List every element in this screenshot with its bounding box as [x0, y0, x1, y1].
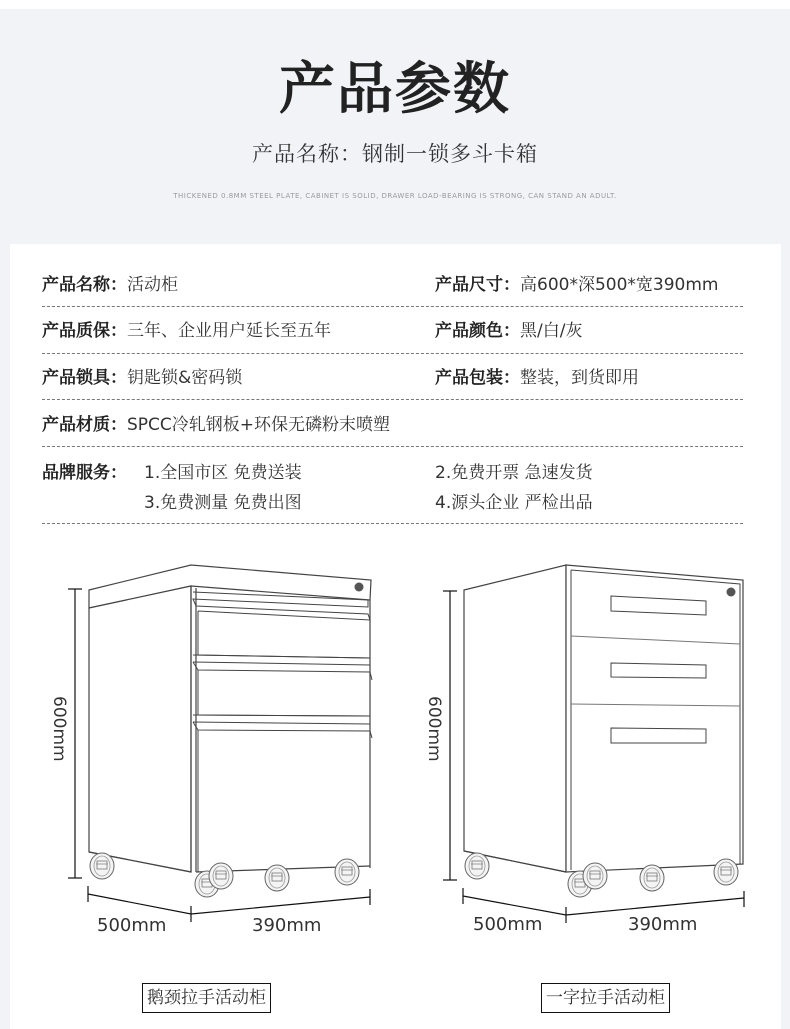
service-label: [42, 461, 127, 485]
service-item: 1.全国市区 免费送装: [144, 463, 302, 483]
spec-value: 钥匙锁&密码锁: [127, 368, 243, 388]
spec-label: 产品锁具：: [42, 368, 127, 388]
straight-handle-cabinet-caption: 一字拉手活动柜: [541, 983, 670, 1013]
spec-label: 产品包装：: [435, 368, 520, 388]
spec-value: 活动柜: [127, 275, 178, 295]
service-item: 4.源头企业 严检出品: [435, 493, 593, 513]
spec-row: [42, 400, 743, 447]
spec-value: 整装，到货即用: [520, 368, 639, 388]
spec-label: 产品颜色：: [435, 321, 520, 341]
spec-color: [435, 319, 582, 343]
spec-row: [42, 354, 743, 400]
right-width-label: 390mm: [628, 914, 698, 935]
spec-value: 黑/白/灰: [520, 321, 583, 341]
product-subtitle: 产品名称：钢制一锁多斗卡箱: [252, 142, 538, 166]
spec-row: [42, 307, 743, 354]
service-item: 3.免费测量 免费出图: [144, 493, 302, 513]
spec-label: 产品名称：: [42, 275, 127, 295]
left-height-label: 600mm: [49, 696, 69, 762]
spec-card: [10, 244, 781, 1029]
right-height-label: 600mm: [424, 696, 444, 762]
spec-name: [42, 273, 178, 297]
service-item: 2.免费开票 急速发货: [435, 463, 593, 483]
left-depth-label: 500mm: [97, 915, 167, 936]
spec-value: 三年、企业用户延长至五年: [127, 321, 331, 341]
spec-value: SPCC冷轧钢板+环保无磷粉末喷塑: [127, 415, 391, 435]
spec-size: [435, 273, 718, 297]
spec-lock: [42, 366, 242, 390]
spec-label: 产品质保：: [42, 321, 127, 341]
spec-row: [42, 264, 743, 307]
right-depth-label: 500mm: [473, 914, 543, 935]
spec-warranty: [42, 319, 331, 343]
spec-package: [435, 366, 639, 390]
tagline: THICKENED 0.8MM STEEL PLATE, CABINET IS SOLID, DRAWER LOAD-BEARING IS STRONG, CAN STAND AN ADULT.: [173, 192, 617, 200]
service-row: [42, 447, 743, 524]
spec-label: 产品尺寸：: [435, 275, 520, 295]
gooseneck-cabinet-caption: 鹅颈拉手活动柜: [142, 983, 271, 1013]
left-width-label: 390mm: [252, 915, 322, 936]
page-title: 产品参数: [279, 56, 511, 122]
header: [0, 9, 790, 244]
spec-value: 高600*深500*宽390mm: [520, 275, 719, 295]
top-strip: [0, 0, 790, 9]
spec-label: 产品材质：: [42, 415, 127, 435]
spec-material: [42, 413, 390, 437]
spec-label: 品牌服务：: [42, 463, 127, 483]
